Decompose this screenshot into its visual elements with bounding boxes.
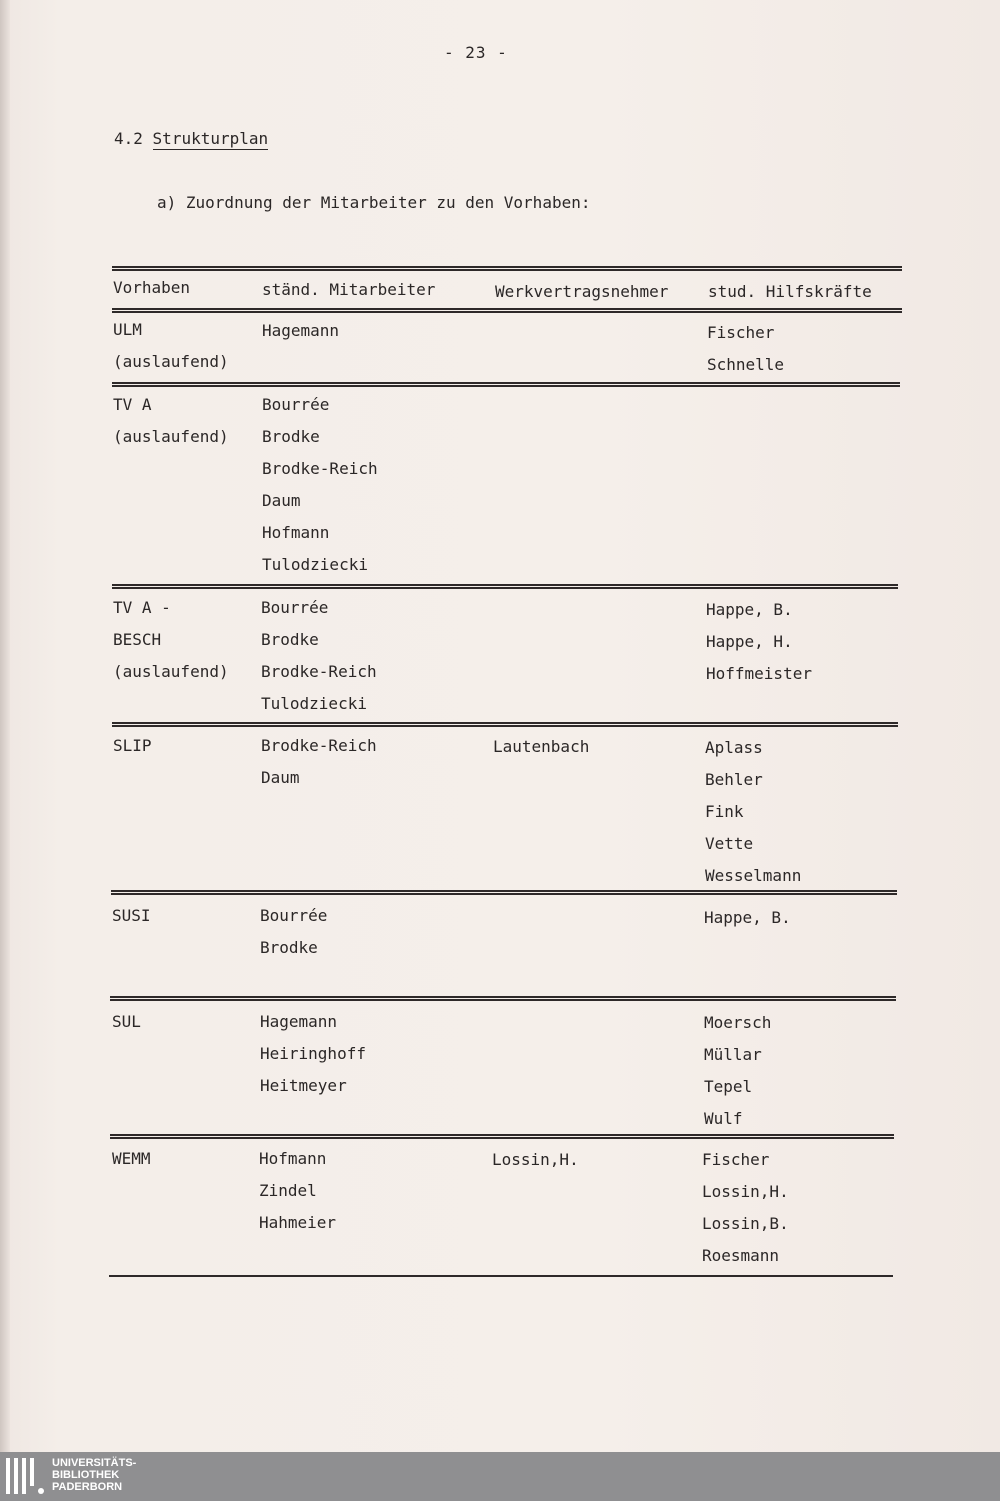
table-row-sul-vorhaben bbox=[112, 1012, 141, 1044]
library-name-line: BIBLIOTHEK bbox=[52, 1469, 120, 1481]
vorhaben-name: ULM bbox=[113, 320, 142, 339]
mitarbeiter-name: Hofmann bbox=[259, 1149, 327, 1168]
table-row-tva-besch-vorhaben bbox=[113, 598, 229, 694]
hilfskraft-name: Schnelle bbox=[707, 355, 785, 374]
vorhaben-name: TV A bbox=[113, 395, 152, 414]
table-row-wemm-werkvertrag bbox=[492, 1150, 579, 1182]
hilfskraft-name: Happe, B. bbox=[706, 600, 793, 619]
column-header-vorhaben: Vorhaben bbox=[113, 278, 191, 297]
section-heading bbox=[114, 129, 268, 148]
column-header-hilfskraefte: stud. Hilfskräfte bbox=[708, 282, 872, 301]
mitarbeiter-name: Brodke-Reich bbox=[261, 662, 377, 681]
mitarbeiter-name: Zindel bbox=[259, 1181, 317, 1200]
mitarbeiter-name: Brodke bbox=[260, 938, 318, 957]
table-row-wemm-hilfskraefte bbox=[702, 1150, 789, 1278]
page-number: - 23 - bbox=[444, 43, 508, 62]
hilfskraft-name: Behler bbox=[705, 770, 763, 789]
table-row-wemm-mitarbeiter bbox=[259, 1149, 336, 1245]
table-row-ulm-mitarbeiter bbox=[262, 321, 339, 353]
vorhaben-name: TV A - bbox=[113, 598, 171, 617]
hilfskraft-name: Tepel bbox=[704, 1077, 753, 1096]
mitarbeiter-name: Bourrée bbox=[260, 906, 328, 925]
mitarbeiter-name: Hagemann bbox=[260, 1012, 338, 1031]
werkvertrag-name: Lautenbach bbox=[493, 737, 590, 756]
table-row-slip-vorhaben bbox=[113, 736, 152, 768]
vorhaben-status: (auslaufend) bbox=[113, 427, 229, 446]
vorhaben-name: WEMM bbox=[112, 1149, 151, 1168]
hilfskraft-name: Lossin,H. bbox=[702, 1182, 789, 1201]
mitarbeiter-name: Hahmeier bbox=[259, 1213, 337, 1232]
mitarbeiter-name: Hofmann bbox=[262, 523, 330, 542]
subheading: a) Zuordnung der Mitarbeiter zu den Vorhaben: bbox=[157, 193, 591, 212]
vorhaben-name: BESCH bbox=[113, 630, 162, 649]
table-row-wemm-vorhaben bbox=[112, 1149, 151, 1181]
hilfskraft-name: Roesmann bbox=[702, 1246, 780, 1265]
table-row-sul-hilfskraefte bbox=[704, 1013, 771, 1141]
row-separator bbox=[110, 1137, 894, 1139]
hilfskraft-name: Aplass bbox=[705, 738, 763, 757]
mitarbeiter-name: Brodke-Reich bbox=[262, 459, 378, 478]
mitarbeiter-name: Daum bbox=[262, 491, 301, 510]
vorhaben-name: SUSI bbox=[112, 906, 151, 925]
table-row-tva-vorhaben bbox=[113, 395, 229, 459]
row-separator bbox=[111, 893, 897, 895]
header-bottom-rule bbox=[112, 311, 902, 313]
mitarbeiter-name: Brodke bbox=[261, 630, 319, 649]
mitarbeiter-name: Heiringhoff bbox=[260, 1044, 366, 1063]
mitarbeiter-name: Daum bbox=[261, 768, 300, 787]
hilfskraft-name: Wesselmann bbox=[705, 866, 802, 885]
library-footer-bar bbox=[0, 1452, 1000, 1501]
library-logo-icon bbox=[6, 1458, 42, 1496]
table-row-ulm-vorhaben bbox=[113, 320, 229, 384]
section-number: 4.2 bbox=[114, 129, 143, 148]
hilfskraft-name: Fischer bbox=[702, 1150, 770, 1169]
hilfskraft-name: Fischer bbox=[707, 323, 775, 342]
library-name-line: UNIVERSITÄTS- bbox=[52, 1457, 137, 1469]
werkvertrag-name: Lossin,H. bbox=[492, 1150, 579, 1169]
mitarbeiter-name: Tulodziecki bbox=[262, 555, 368, 574]
mitarbeiter-name: Brodke bbox=[262, 427, 320, 446]
table-row-slip-hilfskraefte bbox=[705, 738, 801, 898]
hilfskraft-name: Müllar bbox=[704, 1045, 762, 1064]
hilfskraft-name: Happe, B. bbox=[704, 908, 791, 927]
library-name bbox=[52, 1457, 136, 1493]
table-row-slip-mitarbeiter bbox=[261, 736, 377, 800]
hilfskraft-name: Wulf bbox=[704, 1109, 743, 1128]
table-row-ulm-hilfskraefte bbox=[707, 323, 784, 387]
mitarbeiter-name: Brodke-Reich bbox=[261, 736, 377, 755]
column-header-mitarbeiter: ständ. Mitarbeiter bbox=[262, 280, 436, 299]
section-title: Strukturplan bbox=[152, 129, 269, 148]
row-separator bbox=[112, 385, 900, 387]
row-separator bbox=[110, 999, 896, 1001]
vorhaben-status: (auslaufend) bbox=[113, 352, 229, 371]
table-top-rule bbox=[112, 269, 902, 271]
table-row-tva-besch-hilfskraefte bbox=[706, 600, 812, 696]
vorhaben-name: SUL bbox=[112, 1012, 141, 1031]
table-row-slip-werkvertrag bbox=[493, 737, 589, 769]
table-row-susi-mitarbeiter bbox=[260, 906, 327, 970]
vorhaben-name: SLIP bbox=[113, 736, 152, 755]
hilfskraft-name: Happe, H. bbox=[706, 632, 793, 651]
table-row-sul-mitarbeiter bbox=[260, 1012, 366, 1108]
mitarbeiter-name: Hagemann bbox=[262, 321, 340, 340]
table-row-susi-hilfskraefte bbox=[704, 908, 791, 940]
library-name-line: PADERBORN bbox=[52, 1481, 123, 1493]
row-separator bbox=[112, 587, 898, 589]
row-separator bbox=[112, 725, 898, 727]
hilfskraft-name: Hoffmeister bbox=[706, 664, 812, 683]
table-bottom-rule bbox=[109, 1275, 893, 1277]
mitarbeiter-name: Bourrée bbox=[261, 598, 329, 617]
table-row-tva-mitarbeiter bbox=[262, 395, 378, 587]
table-row-susi-vorhaben bbox=[112, 906, 151, 938]
mitarbeiter-name: Tulodziecki bbox=[261, 694, 367, 713]
mitarbeiter-name: Heitmeyer bbox=[260, 1076, 347, 1095]
hilfskraft-name: Vette bbox=[705, 834, 754, 853]
vorhaben-status: (auslaufend) bbox=[113, 662, 229, 681]
page-binding-edge bbox=[0, 0, 10, 1452]
hilfskraft-name: Moersch bbox=[704, 1013, 772, 1032]
column-header-werkvertrag: Werkvertragsnehmer bbox=[495, 282, 669, 301]
hilfskraft-name: Lossin,B. bbox=[702, 1214, 789, 1233]
hilfskraft-name: Fink bbox=[705, 802, 744, 821]
table-row-tva-besch-mitarbeiter bbox=[261, 598, 377, 726]
mitarbeiter-name: Bourrée bbox=[262, 395, 330, 414]
